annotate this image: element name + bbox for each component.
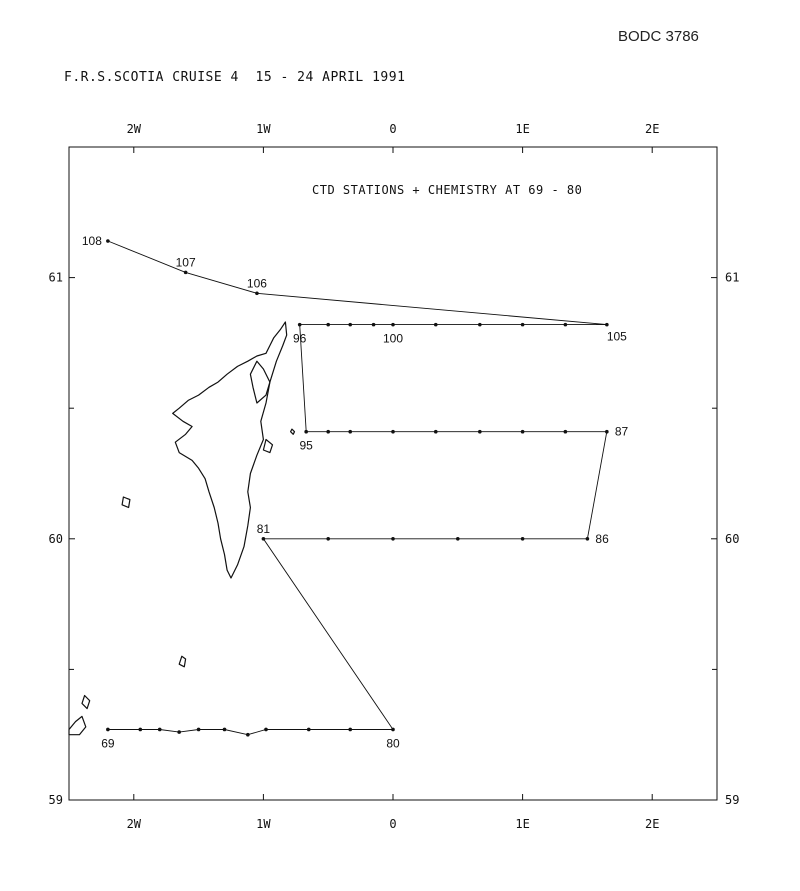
- map-title: F.R.S.SCOTIA CRUISE 4 15 - 24 APRIL 1991: [64, 70, 406, 85]
- station-point: [605, 323, 609, 327]
- station-label: 108: [81, 234, 102, 249]
- lat-label-left: 60: [48, 531, 63, 546]
- station-point: [391, 728, 395, 732]
- cruise-track: [108, 241, 607, 735]
- station-label: 81: [256, 521, 271, 536]
- station-label: 80: [386, 736, 400, 751]
- lon-label-top: 1W: [256, 122, 271, 136]
- station-point: [521, 430, 525, 434]
- station-point: [521, 323, 525, 327]
- lon-label-bottom: 2W: [126, 817, 142, 831]
- station-point: [307, 728, 311, 732]
- station-point: [223, 728, 227, 732]
- document-reference: BODC 3786: [618, 28, 699, 45]
- coast-whalsay: [263, 440, 272, 453]
- station-point: [391, 323, 395, 327]
- station-point: [372, 323, 376, 327]
- lat-label-left: 59: [48, 793, 63, 807]
- station-label: 96: [293, 331, 307, 346]
- station-label: 105: [606, 329, 627, 344]
- lon-label-top: 0: [389, 122, 397, 136]
- station-label: 69: [101, 736, 115, 751]
- station-point: [605, 430, 609, 434]
- station-labels: [82, 234, 629, 750]
- station-point: [348, 728, 352, 732]
- station-point: [262, 537, 266, 541]
- coast-shetland-mainland: [173, 322, 287, 578]
- lon-label-top: 2W: [126, 122, 142, 136]
- station-point: [326, 430, 330, 434]
- station-point: [348, 430, 352, 434]
- station-point: [177, 730, 181, 734]
- map-frame: [69, 147, 717, 800]
- station-point: [586, 537, 590, 541]
- station-point: [391, 537, 395, 541]
- lon-label-bottom: 1E: [515, 817, 530, 831]
- station-label: 87: [614, 424, 629, 439]
- map-annotation: CTD STATIONS + CHEMISTRY AT 69 - 80: [312, 183, 583, 197]
- station-point: [138, 728, 142, 732]
- station-point: [158, 728, 162, 732]
- station-point: [304, 430, 308, 434]
- lon-label-top: 2E: [644, 122, 660, 136]
- station-label: 95: [299, 438, 313, 453]
- station-point: [246, 733, 250, 737]
- station-point: [264, 728, 268, 732]
- station-point: [348, 323, 352, 327]
- station-point: [434, 430, 438, 434]
- station-point: [564, 430, 568, 434]
- station-point: [564, 323, 568, 327]
- station-point: [106, 239, 110, 243]
- station-point: [391, 430, 395, 434]
- coast-north-ronaldsay: [82, 696, 90, 709]
- coast-fair-isle: [179, 656, 185, 667]
- station-point: [478, 323, 482, 327]
- axis-ticks: [49, 122, 740, 831]
- lon-label-bottom: 2E: [644, 817, 660, 831]
- station-points: [106, 239, 609, 736]
- station-point: [326, 323, 330, 327]
- station-point: [255, 291, 259, 295]
- lon-label-bottom: 0: [389, 817, 397, 831]
- station-point: [478, 430, 482, 434]
- lat-label-right: 60: [725, 531, 740, 546]
- station-point: [456, 537, 460, 541]
- station-label: 107: [175, 255, 196, 270]
- station-point: [184, 271, 188, 275]
- lat-label-right: 61: [725, 270, 740, 285]
- station-point: [326, 537, 330, 541]
- lat-label-right: 59: [725, 793, 740, 807]
- lat-label-left: 61: [48, 270, 63, 285]
- station-point: [521, 537, 525, 541]
- station-point: [197, 728, 201, 732]
- coast-orkney-edge: [69, 716, 86, 734]
- station-point: [106, 728, 110, 732]
- station-point: [298, 323, 302, 327]
- station-label: 106: [246, 276, 267, 291]
- station-label: 86: [595, 531, 609, 546]
- lon-label-bottom: 1W: [256, 817, 271, 831]
- coast-foula: [122, 497, 130, 508]
- station-point: [434, 323, 438, 327]
- station-label: 100: [382, 331, 404, 346]
- lon-label-top: 1E: [515, 122, 530, 136]
- coast-out-skerries: [291, 429, 295, 434]
